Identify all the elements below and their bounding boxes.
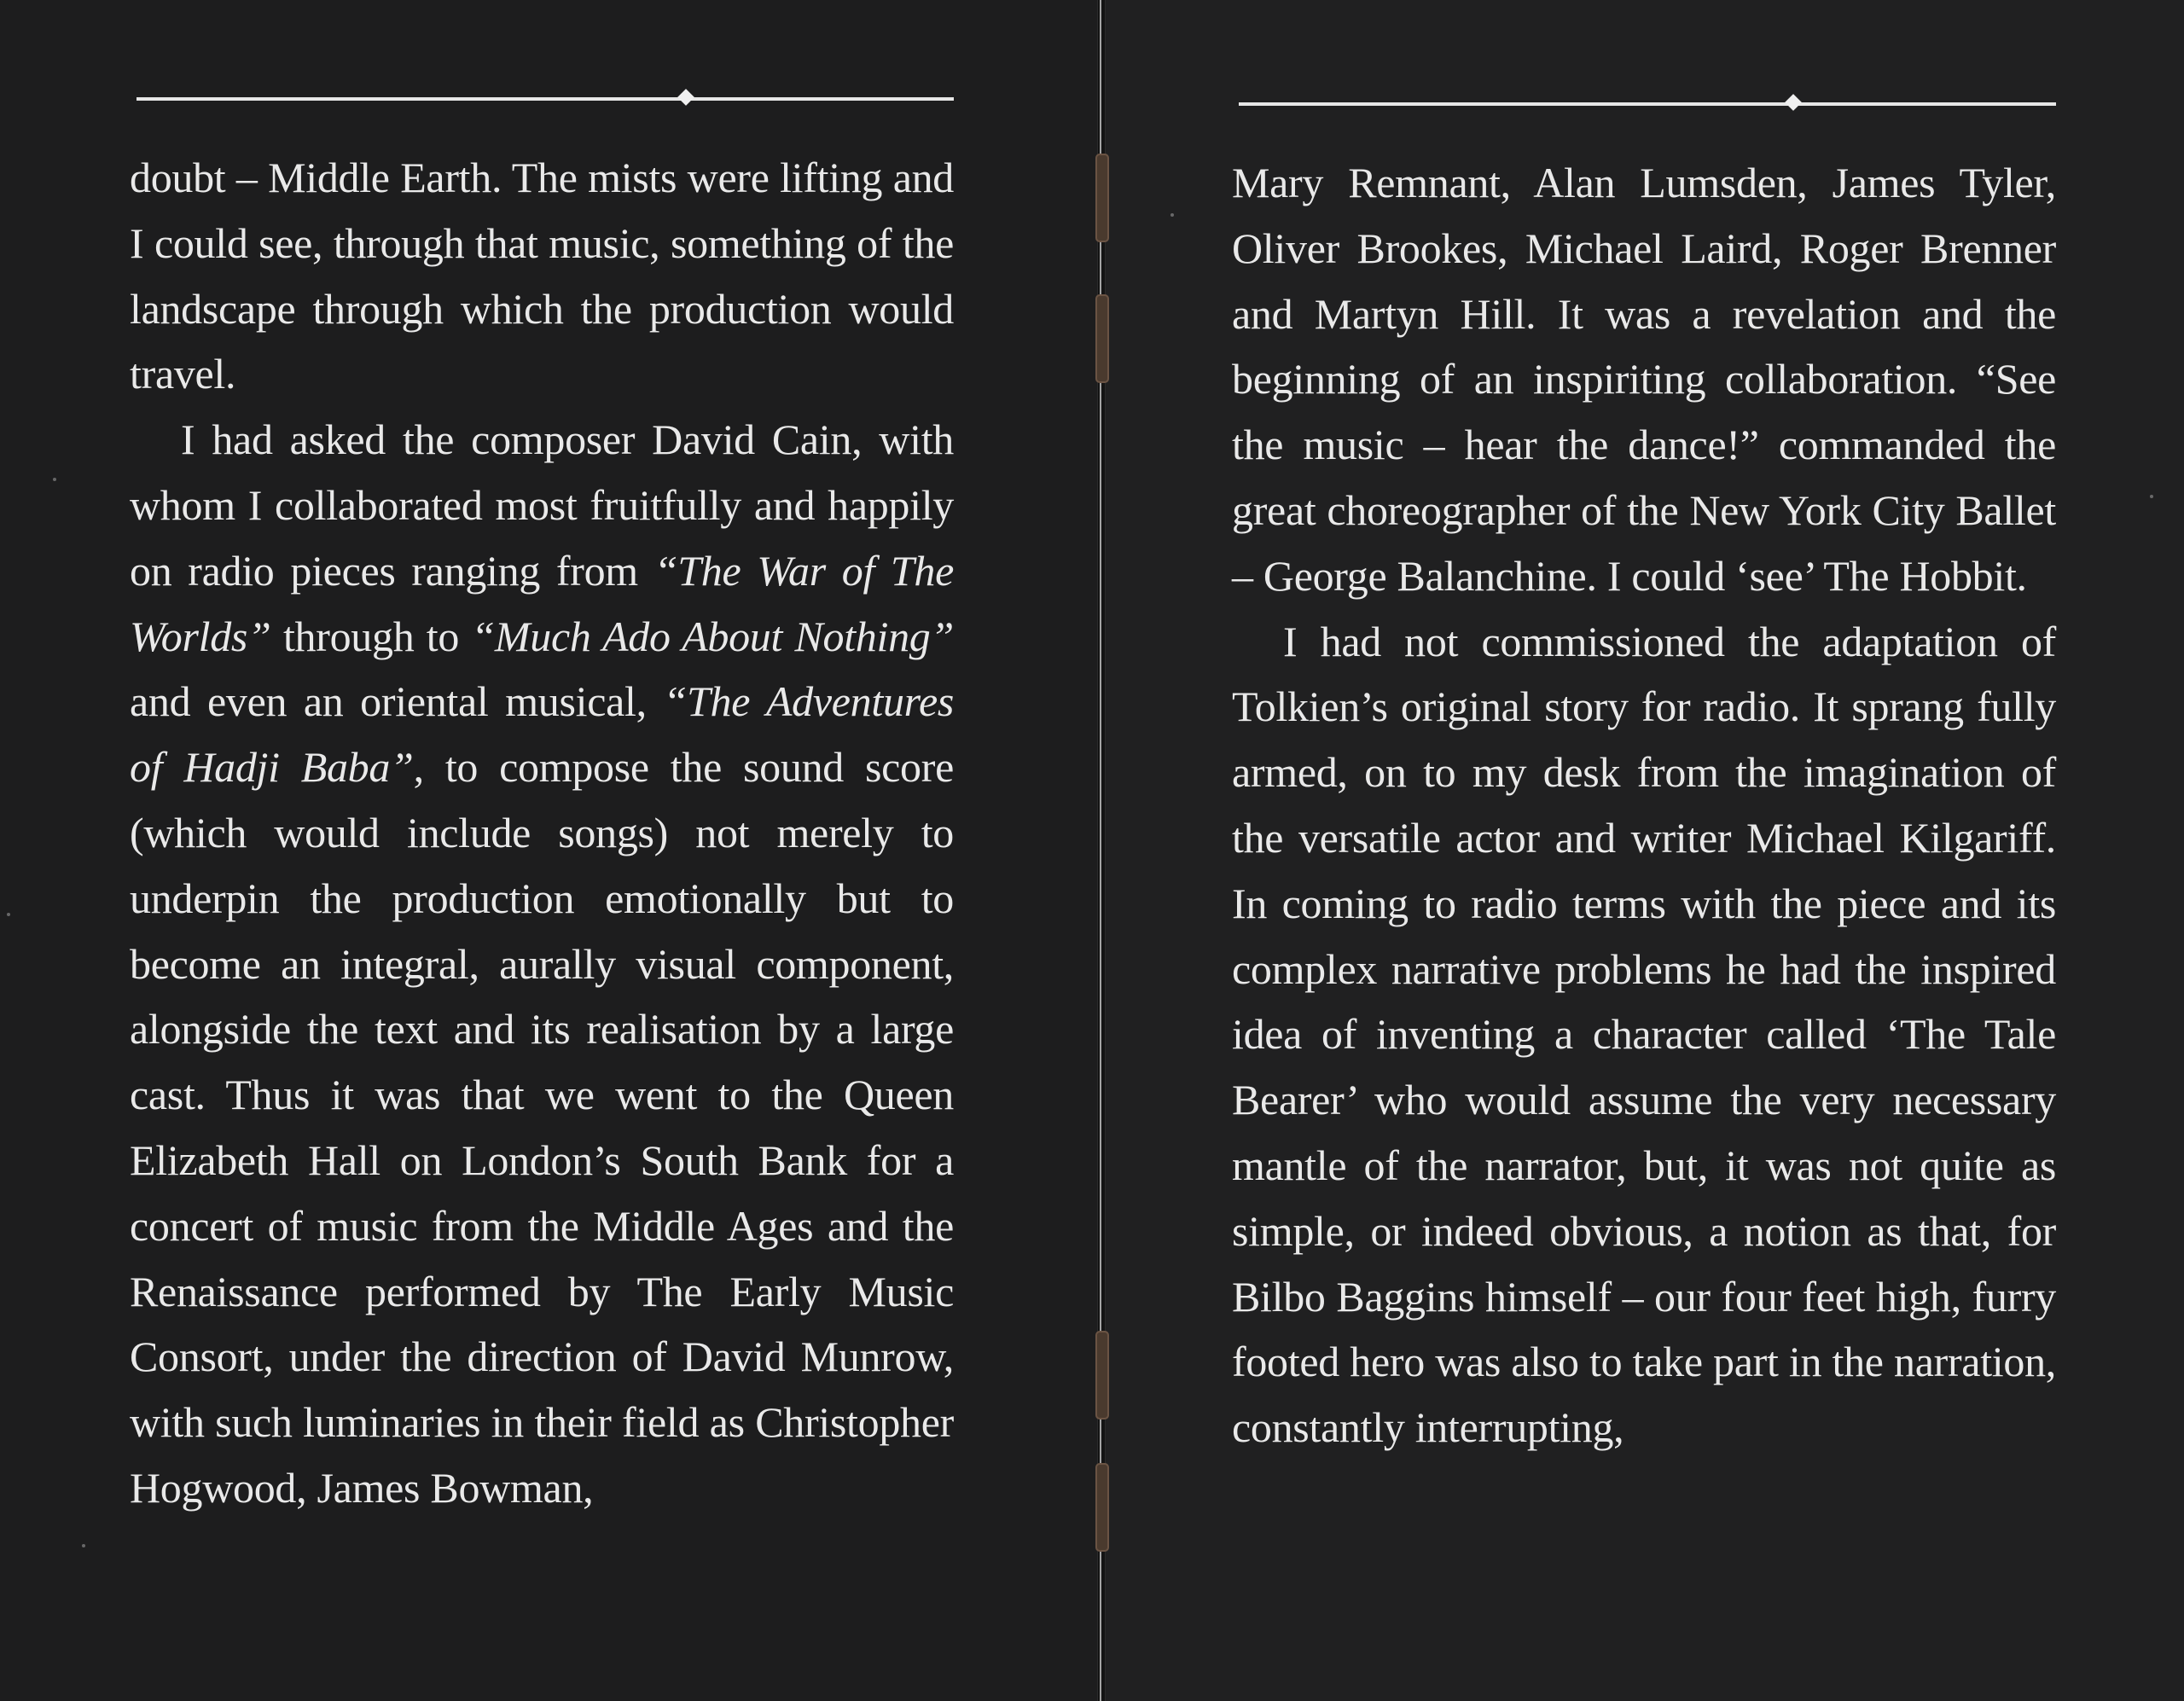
ornament-line bbox=[1239, 102, 2056, 106]
staple bbox=[1095, 154, 1109, 242]
staple bbox=[1095, 1331, 1109, 1419]
left-paragraph-2-part-2: through to bbox=[270, 612, 472, 660]
left-body-text bbox=[130, 145, 954, 1521]
left-ornament-rule bbox=[136, 97, 954, 101]
title-hadji-baba: “The Adventures of Hadji Baba” bbox=[130, 677, 954, 792]
right-paragraph-1: Mary Remnant, Alan Lumsden, James Tyler, Oliver Brookes, Michael Laird, Roger Brenner and Martyn Hill. It was a revelation and the beginning of an inspiriting collaboration. “See the music – hear the dance!” commanded the great choreographer of the New York City Ballet – George Balanchine. I could ‘see’ The Hobbit. bbox=[1232, 159, 2056, 600]
paper-speck bbox=[82, 1544, 85, 1547]
paper-speck bbox=[1170, 213, 1174, 217]
paper-speck bbox=[2150, 495, 2153, 498]
title-war-of-the-worlds: “The War of The Worlds” bbox=[130, 546, 955, 660]
left-paragraph-2-part-1: I had asked the composer David Cain, with whom I collaborated most fruitfully and happily on radio pieces ranging from bbox=[130, 415, 954, 595]
binding-spine bbox=[1097, 0, 1106, 1701]
staple bbox=[1095, 1463, 1109, 1552]
left-paragraph-2-part-4: , to compose the sound score (which would include songs) not merely to underpin the production emotionally but to become an integral, aurally visual component, alongside the text and its realisation by a large cast. Thus it was that we went to the Queen Elizabeth Hall on London’s South Bank for a concert of music from the Middle Ages and the Renaissance performed by The Early Music Consort, under the direction of David Munrow, with such luminaries in their field as Christopher Hogwood, James Bowman, bbox=[130, 743, 954, 1512]
right-ornament-rule bbox=[1239, 102, 2056, 106]
title-much-ado: “Much Ado About Nothing” bbox=[471, 612, 954, 660]
paper-speck bbox=[7, 913, 10, 916]
binding-thread bbox=[1100, 0, 1101, 1701]
left-paragraph-1: doubt – Middle Earth. The mists were lifting and I could see, through that music, something of the landscape through which the production would travel. bbox=[130, 154, 954, 398]
ornament-line bbox=[136, 97, 954, 101]
ornament-diamond bbox=[1785, 94, 1802, 111]
right-body-text bbox=[1232, 150, 2056, 1460]
left-paragraph-2-part-3: and even an oriental musical, bbox=[130, 677, 664, 726]
right-paragraph-2: I had not commissioned the adaptation of Tolkien’s original story for radio. It sprang fully armed, on to my desk from the imagination of the versatile actor and writer Michael Kilgariff. In coming to radio terms with the piece and its complex narrative problems he had the inspired idea of inventing a character called ‘The Tale Bearer’ who would assume the very necessary mantle of the narrator, but, it was not quite as simple, or indeed obvious, a notion as that, for Bilbo Baggins himself – our four feet high, furry footed hero was also to take part in the narration, constantly interrupting, bbox=[1232, 617, 2056, 1452]
left-paragraph-2 bbox=[130, 407, 954, 1521]
right-page bbox=[1102, 0, 2184, 1701]
paper-speck bbox=[53, 478, 56, 481]
ornament-diamond bbox=[677, 89, 694, 106]
staple bbox=[1095, 294, 1109, 383]
